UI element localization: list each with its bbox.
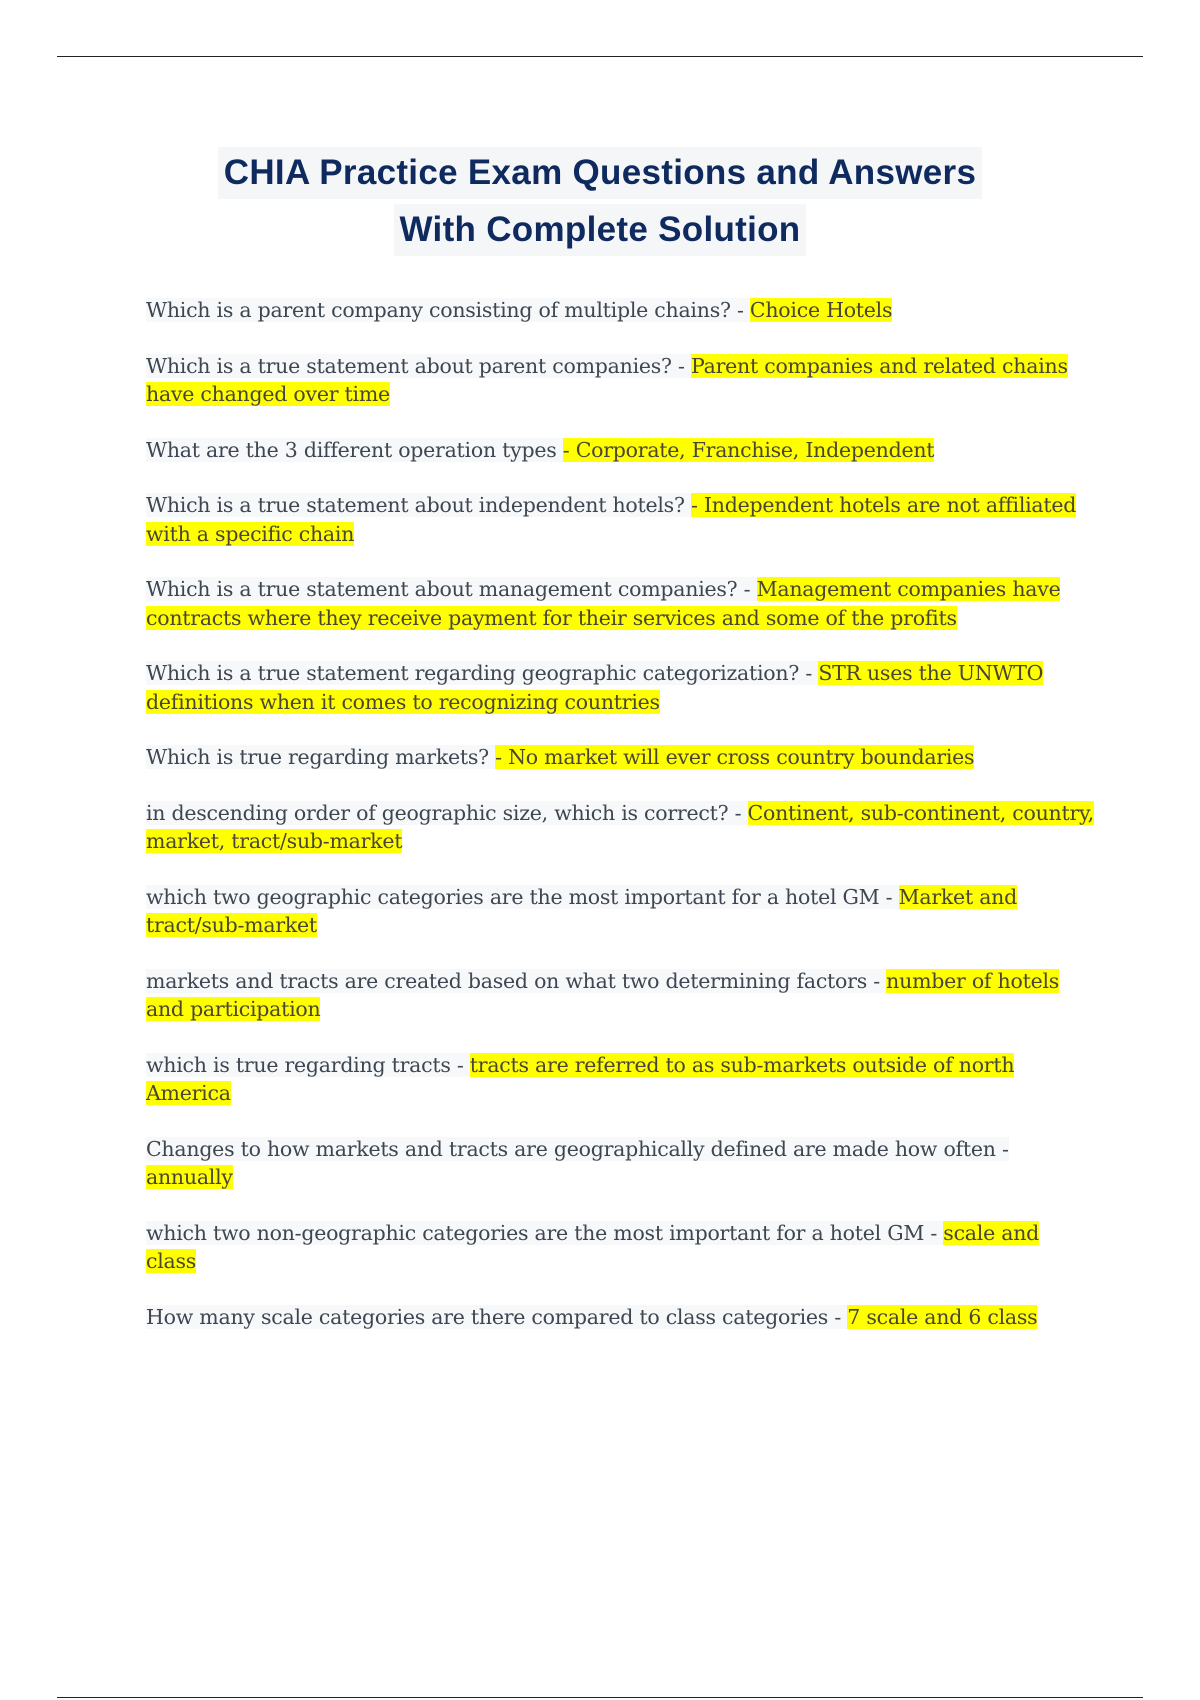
qa-item — [146, 1303, 1094, 1332]
question-text: in descending order of geographic size, which is correct? - — [146, 800, 748, 825]
answer-highlight: scale and class — [146, 1220, 1040, 1273]
qa-list — [146, 296, 1094, 1358]
qa-item — [146, 352, 1094, 409]
top-rule — [57, 56, 1143, 57]
qa-item — [146, 659, 1094, 716]
question-text: Which is a true statement about independent hotels? — [146, 493, 691, 517]
question-text: Which is true regarding markets? — [146, 745, 496, 769]
title-line-1: CHIA Practice Exam Questions and Answers — [218, 147, 982, 199]
answer-highlight: Continent, sub-continent, country, market, tract/sub-market — [146, 800, 1094, 853]
title-line-2: With Complete Solution — [394, 204, 807, 256]
qa-item — [146, 799, 1094, 856]
question-text: Which is a true statement about parent companies? - — [146, 353, 691, 378]
question-text: which two geographic categories are the most important for a hotel GM - — [146, 884, 899, 909]
question-text: Which is a parent company consisting of multiple chains? - — [146, 298, 750, 322]
answer-highlight: Management companies have contracts where they receive payment for their services and some of the profits — [146, 577, 1061, 630]
question-text: What are the 3 different operation types — [146, 437, 563, 462]
qa-item — [146, 491, 1094, 548]
bottom-rule — [57, 1697, 1143, 1698]
answer-highlight: Market and tract/sub-market — [146, 884, 1017, 937]
question-text: Which is a true statement regarding geographic categorization? - — [146, 661, 819, 685]
answer-highlight: - Corporate, Franchise, Independent — [562, 437, 935, 462]
question-text: Changes to how markets and tracts are geographically defined are made how often - — [146, 1136, 1009, 1161]
qa-item — [146, 436, 1094, 465]
answer-highlight: Parent companies and related chains have changed over time — [146, 353, 1068, 406]
question-text: which is true regarding tracts - — [146, 1052, 470, 1077]
answer-highlight: Choice Hotels — [749, 298, 893, 322]
qa-item — [146, 296, 1094, 325]
answer-highlight: annually — [146, 1165, 233, 1189]
qa-item — [146, 575, 1094, 632]
question-text: Which is a true statement about management companies? - — [146, 577, 757, 601]
answer-highlight: - No market will ever cross country boundaries — [495, 745, 975, 769]
document-title — [0, 147, 1200, 261]
qa-item — [146, 1135, 1094, 1192]
question-text: markets and tracts are created based on what two determining factors - — [146, 968, 887, 993]
qa-item — [146, 967, 1094, 1024]
qa-item — [146, 883, 1094, 940]
answer-highlight: - Independent hotels are not affiliated with a specific chain — [146, 493, 1077, 546]
answer-highlight: tracts are referred to as sub-markets outside of north America — [146, 1052, 1015, 1105]
answer-highlight: STR uses the UNWTO definitions when it comes to recognizing countries — [146, 661, 1044, 714]
answer-highlight: number of hotels and participation — [146, 968, 1060, 1021]
question-text: which two non-geographic categories are the most important for a hotel GM - — [146, 1220, 944, 1245]
question-text: How many scale categories are there compared to class categories - — [146, 1304, 848, 1329]
qa-item — [146, 1051, 1094, 1108]
qa-item — [146, 1219, 1094, 1276]
qa-item — [146, 743, 1094, 772]
answer-highlight: 7 scale and 6 class — [847, 1304, 1038, 1329]
